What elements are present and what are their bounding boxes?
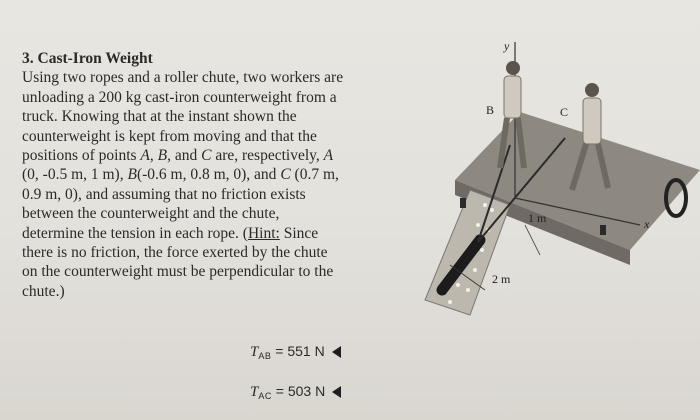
dim-1m-label: 1 m (528, 211, 547, 225)
problem-line-3: truck. Knowing that at the instant shown the (22, 108, 297, 126)
answer-arrow-icon (332, 346, 341, 358)
problem-line-1: Using two ropes and a roller chute, two workers are (22, 69, 344, 87)
problem-line-11: on the counterweight must be perpendicular to the (22, 263, 334, 281)
point-a-label-2: A (323, 147, 334, 165)
problem-statement (22, 49, 394, 301)
x-axis-label: x (644, 217, 650, 231)
answer-tab-subscript: AB (258, 351, 272, 361)
answer-tac (250, 383, 341, 401)
answer-arrow-icon (332, 386, 341, 398)
dim-line-1m (525, 225, 540, 255)
point-b-label: B (157, 147, 168, 165)
problem-line-5-tail: are, respectively, (215, 147, 320, 165)
problem-line-6-c: (0.7 m, (294, 166, 339, 184)
problem-line-7: 0.9 m, 0), and assuming that no friction exists (22, 185, 306, 203)
label-c: C (560, 105, 569, 119)
counterweight-figure (400, 20, 700, 325)
problem-line-4: counterweight is kept from moving and that the (22, 127, 317, 145)
problem-body: Using two ropes and a roller chute, two workers are unloading a 200 kg cast-iron counterweight from a truck. Knowing that at the instant shown the counterweight is kept from moving and that the positions of points A, B, and C are, respectively, A (0, -0.5 m, 1 m), B(-0.6 m, 0.8 m, 0), and C (0.7 m, 0.9 m, 0), and assuming that no friction exists between the counterweight and the chute, determine the tension in each rope. (Hint: Since there is no friction, the force exerted by the chute on the counterweight must be perpendicular to the chute.) (22, 69, 344, 300)
problem-line-6: (0, -0.5 m, 1 m), (22, 166, 124, 184)
problem-line-5: positions of points (22, 147, 137, 165)
answer-tac-symbol: T (250, 384, 259, 400)
point-c-label-2: C (280, 166, 291, 184)
block-left (460, 198, 466, 208)
answer-tac-subscript: AC (258, 391, 272, 401)
label-b: B (486, 103, 495, 117)
answer-tab-symbol: T (250, 344, 259, 360)
problem-line-8: between the counterweight and the chute, (22, 205, 280, 223)
problem-line-6-b: (-0.6 m, 0.8 m, 0), and (136, 166, 277, 184)
hint-after: Since (279, 224, 319, 242)
point-a-label: A (140, 147, 150, 165)
y-axis-label: y (504, 39, 510, 53)
problem-line-10: there is no friction, the force exerted by the chute (22, 244, 328, 262)
dim-2m-label: 2 m (492, 272, 511, 286)
answer-tab-value: = 551 N (275, 343, 325, 359)
hint-label: Hint: (247, 224, 280, 242)
answer-tab (250, 343, 341, 361)
problem-line-12: chute.) (22, 282, 65, 300)
block-right (600, 225, 606, 235)
point-c-label: C (201, 147, 212, 165)
problem-line-9: determine the tension in each rope. ( (22, 224, 248, 242)
problem-title: 3. Cast-Iron Weight (22, 50, 153, 67)
answer-tac-value: = 503 N (275, 383, 326, 399)
point-b-label-2: B (127, 166, 137, 184)
problem-line-2: unloading a 200 kg cast-iron counterweight from a (22, 88, 337, 106)
